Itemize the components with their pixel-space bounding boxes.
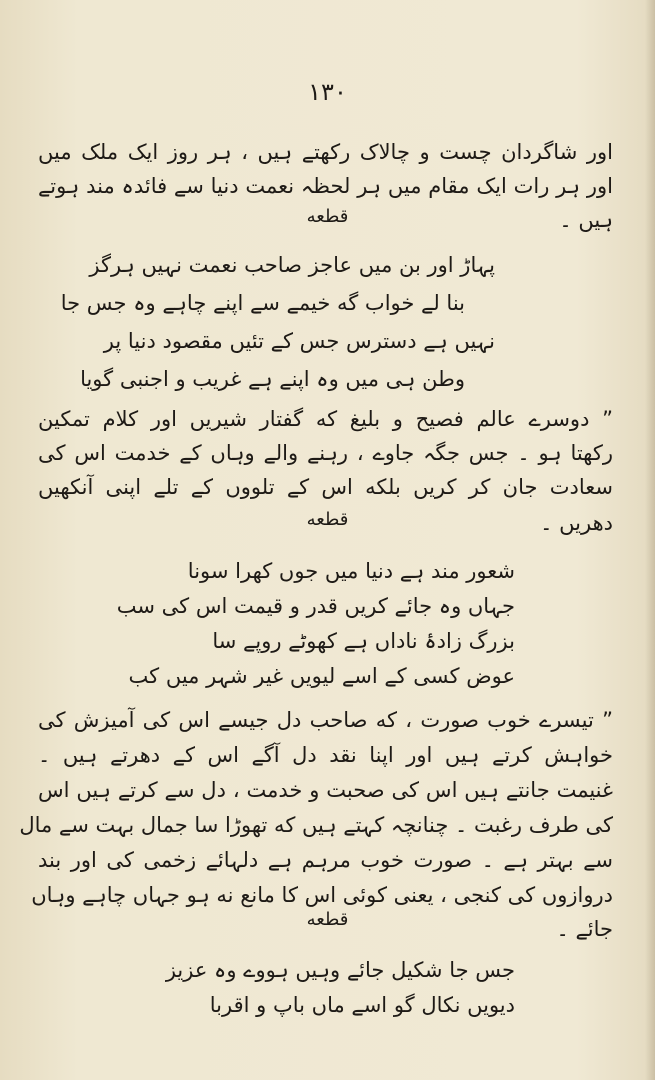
- section-heading: قطعه: [306, 509, 349, 530]
- prose-line: ہیں ۔: [559, 208, 613, 232]
- verse-line: نہیں ہے دسترس جس کے تئیں مقصود دنیا پر: [103, 329, 495, 353]
- prose-line: دروازوں کی کنجی ، یعنی کوئی اس کا مانع نه ہو جہاں چاہے وہاں: [31, 883, 613, 907]
- prose-line: خواہش کرتے ہیں اور اپنا نقد دل آگے اس کے دھرتے ہیں ۔: [38, 743, 613, 767]
- prose-line: ” دوسرے عالم فصیح و بلیغ که گفتار شیریں اور کلام تمکین: [38, 407, 613, 431]
- section-heading: قطعه: [306, 909, 349, 930]
- verse-line: وطن ہی میں وہ اپنے ہے غریب و اجنبی گویا: [80, 367, 465, 391]
- prose-line: سعادت جان کر کریں بلکه اس کے تلووں کے تلے اپنی آنکھیں: [38, 475, 613, 499]
- prose-line: اور ہر رات ایک مقام میں ہر لحظہ نعمت دنیا سے فائدہ مند ہوتے: [38, 174, 613, 198]
- prose-line: ” تیسرے خوب صورت ، که صاحب دل جیسے اس کی آمیزش کی: [38, 708, 613, 732]
- page-number: ۱۳۰: [308, 78, 347, 106]
- verse-line: شعور مند ہے دنیا میں جوں کھرا سونا: [187, 559, 515, 583]
- section-heading: قطعه: [306, 206, 349, 227]
- prose-line: سے بہتر ہے ۔ صورت خوب مرہم ہے دلہائے زخمی کی اور بند: [38, 848, 613, 872]
- verse-line: دیویں نکال گو اسے ماں باپ و اقربا: [209, 993, 515, 1017]
- prose-line: دھریں ۔: [540, 511, 613, 535]
- verse-line: جہاں وہ جائے کریں قدر و قیمت اس کی سب: [116, 594, 515, 618]
- verse-line: بزرگ زادۂ ناداں ہے کھوٹے روپے سا: [212, 629, 515, 653]
- verse-line: پہاڑ اور بن میں عاجز صاحب نعمت نہیں ہرگز: [89, 253, 495, 277]
- verse-line: جس جا شکیل جائے وہیں ہووے وہ عزیز: [165, 958, 515, 982]
- prose-line: کی طرف رغبت ۔ چنانچہ کہتے ہیں که تھوڑا سا جمال بہت سے مال: [19, 813, 613, 837]
- prose-line: جائے ۔: [556, 917, 613, 941]
- prose-line: غنیمت جانتے ہیں اس کی صحبت و خدمت ، دل سے کرتے ہیں اس: [38, 778, 613, 802]
- prose-line: اور شاگردان چست و چالاک رکھتے ہیں ، ہر روز ایک ملک میں: [38, 140, 613, 164]
- verse-line: بنا لے خواب گه خیمے سے اپنے چاہے وہ جس جا: [60, 291, 465, 315]
- prose-line: رکھتا ہو ۔ جس جگہ جاوے ، رہنے والے وہاں کے خدمت اس کی: [38, 441, 613, 465]
- verse-line: عوض کسی کے اسے لیویں غیر شہر میں کب: [128, 664, 515, 688]
